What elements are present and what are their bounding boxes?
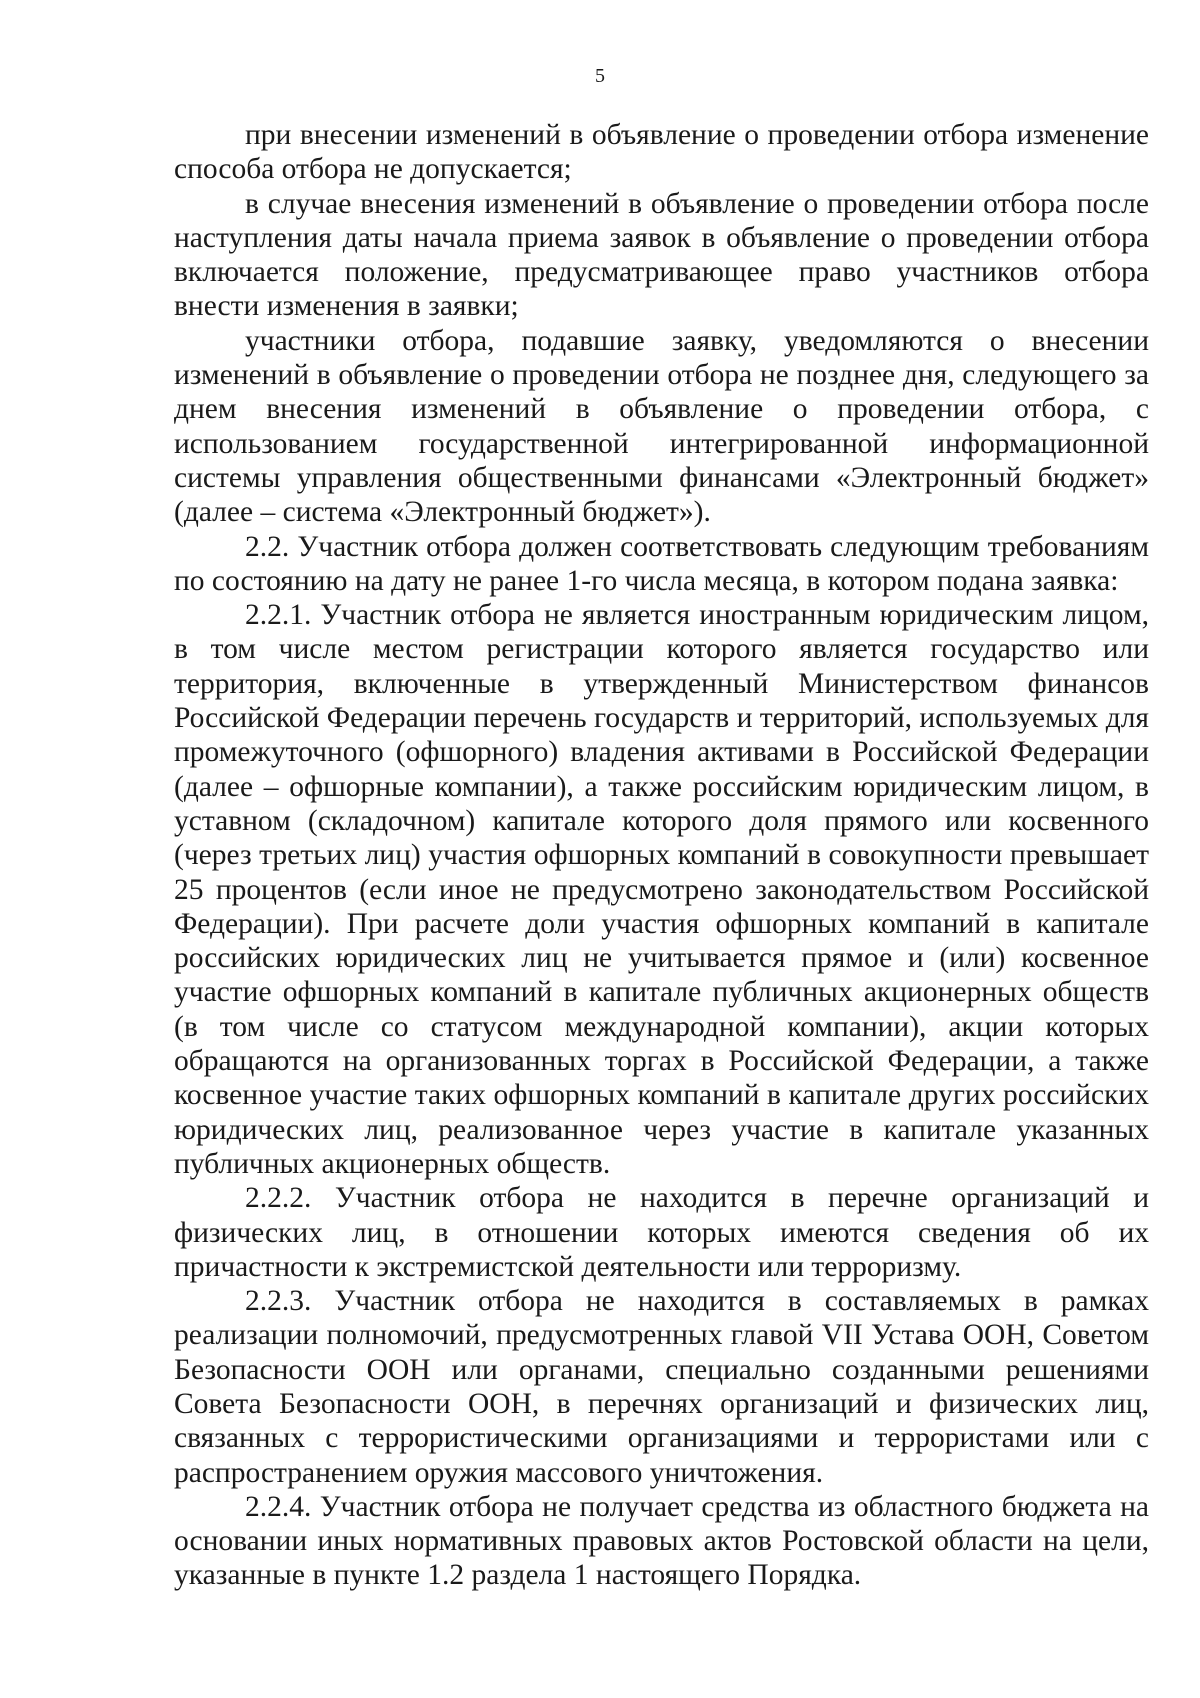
paragraph-2-2: 2.2. Участник отбора должен соответствовать следующим требованиям по состоянию на дату не ранее 1-го числа месяца, в котором подана заявка: xyxy=(174,530,1149,597)
paragraph-method-change: при внесении изменений в объявление о проведении отбора изменение способа отбора не допускается; xyxy=(174,119,1149,186)
document-body xyxy=(174,118,1149,1593)
paragraph-2-2-3: 2.2.3. Участник отбора не находится в составляемых в рамках реализации полномочий, предусмотренных главой VII Устава ООН, Советом Безопасности ООН или органами, специально созданными решениями Совета Безопасности ООН, в перечнях организаций и физических лиц, связанных с террористическими организациями и террористами или с распространением оружия массового уничтожения. xyxy=(174,1285,1149,1489)
paragraph-changes-after-start: в случае внесения изменений в объявление о проведении отбора после наступления даты начала приема заявок в объявление о проведении отбора включается положение, предусматривающее право участников отбора внести изменения в заявки; xyxy=(174,187,1149,323)
paragraph-2-2-1: 2.2.1. Участник отбора не является иностранным юридическим лицом, в том числе местом регистрации которого является государство или территория, включенные в утвержденный Министерством финансов Российской Федерации перечень государств и территорий, используемых для промежуточного (офшорного) владения активами в Российской Федерации (далее – офшорные компании), а также российским юридическим лицом, в уставном (складочном) капитале которого доля прямого или косвенного (через третьих лиц) участия офшорных компаний в совокупности превышает 25 процентов (если иное не предусмотрено законодательством Российской Федерации). При расчете доли участия офшорных компаний в капитале российских юридических лиц не учитывается прямое и (или) косвенное участие офшорных компаний в капитале публичных акционерных обществ (в том числе со статусом международной компании), акции которых обращаются на организованных торгах в Российской Федерации, а также косвенное участие таких офшорных компаний в капитале других российских юридических лиц, реализованное через участие в капитале указанных публичных акционерных обществ. xyxy=(174,599,1149,1180)
paragraph-2-2-2: 2.2.2. Участник отбора не находится в перечне организаций и физических лиц, в отношении которых имеются сведения об их причастности к экстремистской деятельности или терроризму. xyxy=(174,1182,1149,1283)
paragraph-participant-notification: участники отбора, подавшие заявку, уведомляются о внесении изменений в объявление о проведении отбора не позднее дня, следующего за днем внесения изменений в объявление о проведении отбора, с использованием государственной интегрированной информационной системы управления общественными финансами «Электронный бюджет» (далее – система «Электронный бюджет»). xyxy=(174,324,1149,529)
paragraph-2-2-4: 2.2.4. Участник отбора не получает средства из областного бюджета на основании иных нормативных правовых актов Ростовской области на цели, указанные в пункте 1.2 раздела 1 настоящего Порядка. xyxy=(174,1490,1149,1592)
page-number: 5 xyxy=(595,65,605,87)
